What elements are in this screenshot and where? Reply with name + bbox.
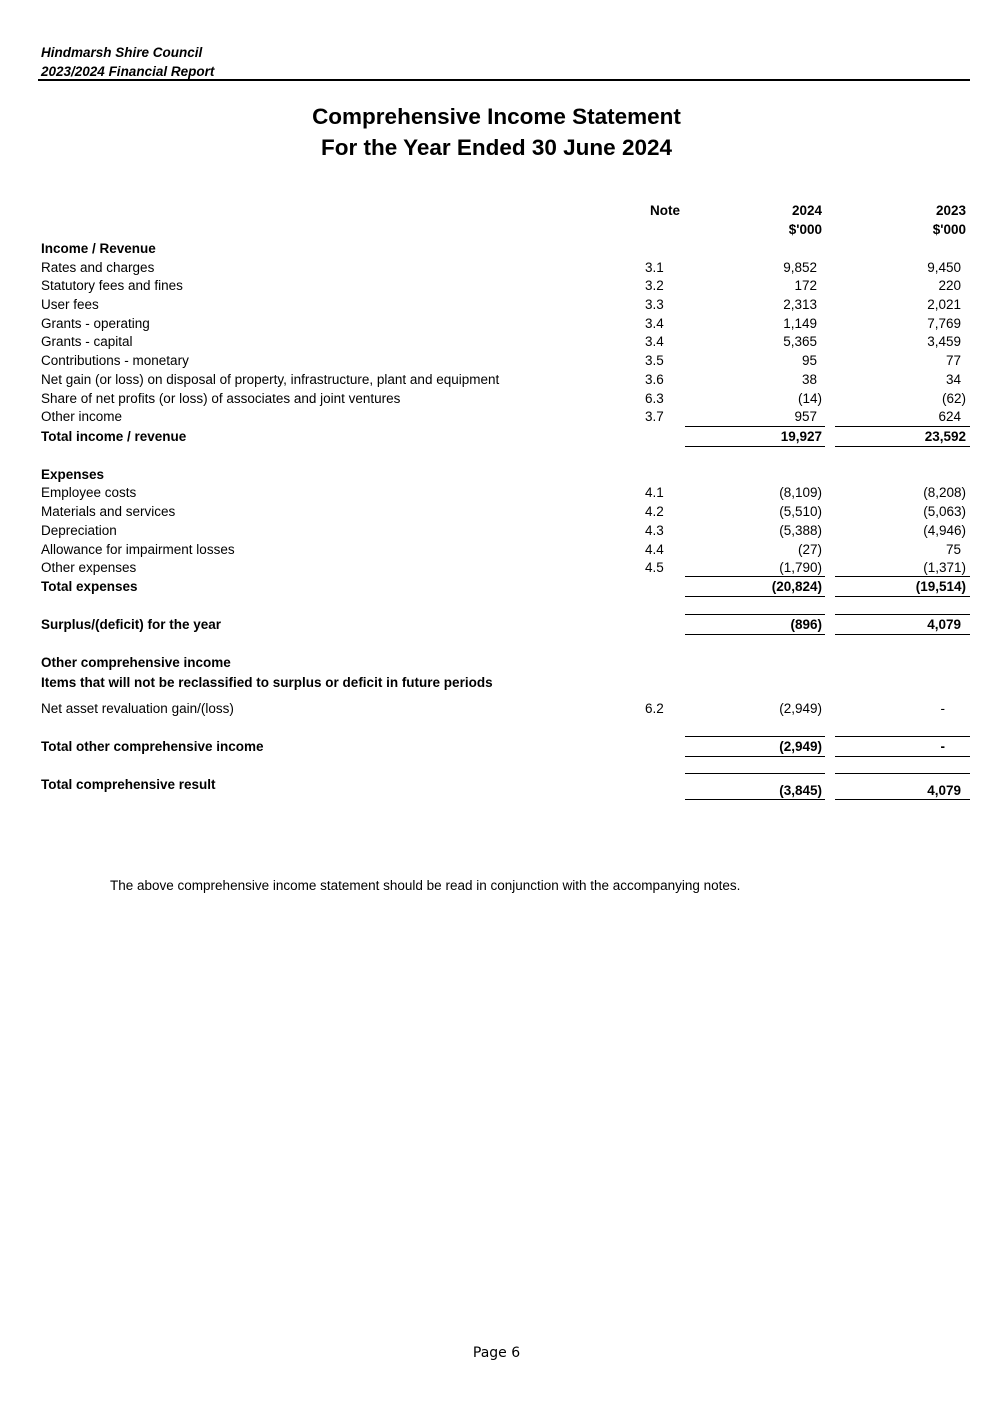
subtotal-rule: [685, 773, 825, 774]
row-note: 3.1: [645, 260, 664, 275]
total-rule: [835, 596, 970, 597]
row-label: Allowance for impairment losses: [41, 542, 235, 557]
row-label: Rates and charges: [41, 260, 155, 275]
row-label: Grants - operating: [41, 316, 150, 331]
total-expenses-2023: (19,514): [915, 579, 966, 594]
row-label: Grants - capital: [41, 334, 133, 349]
total-rule: [685, 596, 825, 597]
surplus-label: Surplus/(deficit) for the year: [41, 617, 222, 632]
row-value-2023: 3,459: [927, 334, 961, 349]
row-label: User fees: [41, 297, 99, 312]
row-value-2024: 95: [801, 353, 817, 368]
oci-heading: Other comprehensive income: [41, 655, 231, 670]
row-value-2024: (8,109): [779, 485, 822, 500]
row-label: Employee costs: [41, 485, 137, 500]
column-note-header: Note: [650, 203, 680, 218]
subtotal-rule: [685, 736, 825, 737]
subtotal-rule: [835, 736, 970, 737]
row-value-2023: (8,208): [923, 485, 966, 500]
row-value-2023: 2,021: [927, 297, 961, 312]
surplus-2023: 4,079: [927, 617, 961, 632]
total-result-2023: 4,079: [927, 783, 961, 798]
subtotal-rule: [685, 614, 825, 615]
row-value-2023: 75: [945, 542, 961, 557]
row-value-2023: 7,769: [927, 316, 961, 331]
row-label: Net asset revaluation gain/(loss): [41, 701, 234, 716]
row-value-2024: 172: [794, 278, 817, 293]
row-note: 4.2: [645, 504, 664, 519]
total-income-2024: 19,927: [780, 429, 822, 444]
total-result-2024: (3,845): [779, 783, 822, 798]
total-expenses-2024: (20,824): [771, 579, 822, 594]
column-2023-unit: $'000: [932, 222, 966, 237]
subtotal-rule: [685, 426, 825, 427]
row-note: 4.4: [645, 542, 664, 557]
row-value-2024: 2,313: [783, 297, 817, 312]
column-2024-header: 2024: [791, 203, 822, 218]
row-label: Other expenses: [41, 560, 137, 575]
statement-footnote: The above comprehensive income statement should be read in conjunction with the accompanying notes.: [110, 878, 741, 893]
total-income-label: Total income / revenue: [41, 429, 187, 444]
row-value-2023: 34: [945, 372, 961, 387]
row-label: Net gain (or loss) on disposal of property, infrastructure, plant and equipment: [41, 372, 500, 387]
total-rule: [685, 634, 825, 635]
row-note: 3.5: [645, 353, 664, 368]
row-value-2023: (4,946): [923, 523, 966, 538]
column-2023-header: 2023: [935, 203, 966, 218]
row-value-2023: 9,450: [927, 260, 961, 275]
income-heading: Income / Revenue: [41, 241, 156, 256]
row-note: 3.7: [645, 409, 664, 424]
row-value-2024: (27): [797, 542, 822, 557]
total-rule: [835, 756, 970, 757]
row-value-2024: 5,365: [783, 334, 817, 349]
total-result-label: Total comprehensive result: [41, 777, 216, 792]
row-value-2024: (1,790): [779, 560, 822, 575]
row-value-2024: (5,388): [779, 523, 822, 538]
row-note: 6.3: [645, 391, 664, 406]
row-label: Materials and services: [41, 504, 176, 519]
row-note: 4.1: [645, 485, 664, 500]
page-number: Page 6: [472, 1345, 521, 1361]
row-value-2023: 77: [945, 353, 961, 368]
subtotal-rule: [835, 773, 970, 774]
total-rule: [685, 799, 825, 800]
subtotal-rule: [685, 576, 825, 577]
total-rule: [835, 446, 970, 447]
total-rule: [685, 446, 825, 447]
row-note: 3.4: [645, 316, 664, 331]
row-note: 3.3: [645, 297, 664, 312]
row-value-2024: 1,149: [783, 316, 817, 331]
subtotal-rule: [835, 614, 970, 615]
expenses-heading: Expenses: [41, 467, 105, 482]
row-value-2023: (62): [941, 391, 966, 406]
subtotal-rule: [835, 576, 970, 577]
oci-subheading: Items that will not be reclassified to surplus or deficit in future periods: [41, 675, 493, 690]
row-value-2023: 624: [938, 409, 961, 424]
total-rule: [685, 756, 825, 757]
row-value-2024: 957: [794, 409, 817, 424]
row-value-2024: (5,510): [779, 504, 822, 519]
row-value-2023: (5,063): [923, 504, 966, 519]
row-value-2024: (14): [797, 391, 822, 406]
total-oci-2024: (2,949): [779, 739, 822, 754]
row-note: 4.5: [645, 560, 664, 575]
subtotal-rule: [835, 426, 970, 427]
row-value-2023: -: [940, 701, 945, 716]
total-oci-2023: -: [940, 739, 945, 754]
total-rule: [835, 634, 970, 635]
total-income-2023: 23,592: [924, 429, 966, 444]
row-note: 3.4: [645, 334, 664, 349]
row-label: Share of net profits (or loss) of associates and joint ventures: [41, 391, 401, 406]
column-2024-unit: $'000: [788, 222, 822, 237]
row-value-2024: 38: [801, 372, 817, 387]
statement-title: Comprehensive Income Statement: [312, 104, 681, 129]
row-note: 3.6: [645, 372, 664, 387]
organisation-name: Hindmarsh Shire Council: [41, 45, 203, 60]
total-expenses-label: Total expenses: [41, 579, 138, 594]
row-note: 3.2: [645, 278, 664, 293]
total-rule: [835, 799, 970, 800]
header-divider: [38, 79, 970, 81]
row-value-2024: 9,852: [783, 260, 817, 275]
row-value-2023: (1,371): [923, 560, 966, 575]
row-note: 4.3: [645, 523, 664, 538]
row-label: Contributions - monetary: [41, 353, 189, 368]
row-note: 6.2: [645, 701, 664, 716]
report-name: 2023/2024 Financial Report: [41, 64, 215, 79]
row-label: Depreciation: [41, 523, 117, 538]
statement-period: For the Year Ended 30 June 2024: [321, 135, 672, 160]
row-label: Other income: [41, 409, 123, 424]
total-oci-label: Total other comprehensive income: [41, 739, 264, 754]
row-value-2023: 220: [938, 278, 961, 293]
row-value-2024: (2,949): [779, 701, 822, 716]
surplus-2024: (896): [790, 617, 822, 632]
row-label: Statutory fees and fines: [41, 278, 183, 293]
